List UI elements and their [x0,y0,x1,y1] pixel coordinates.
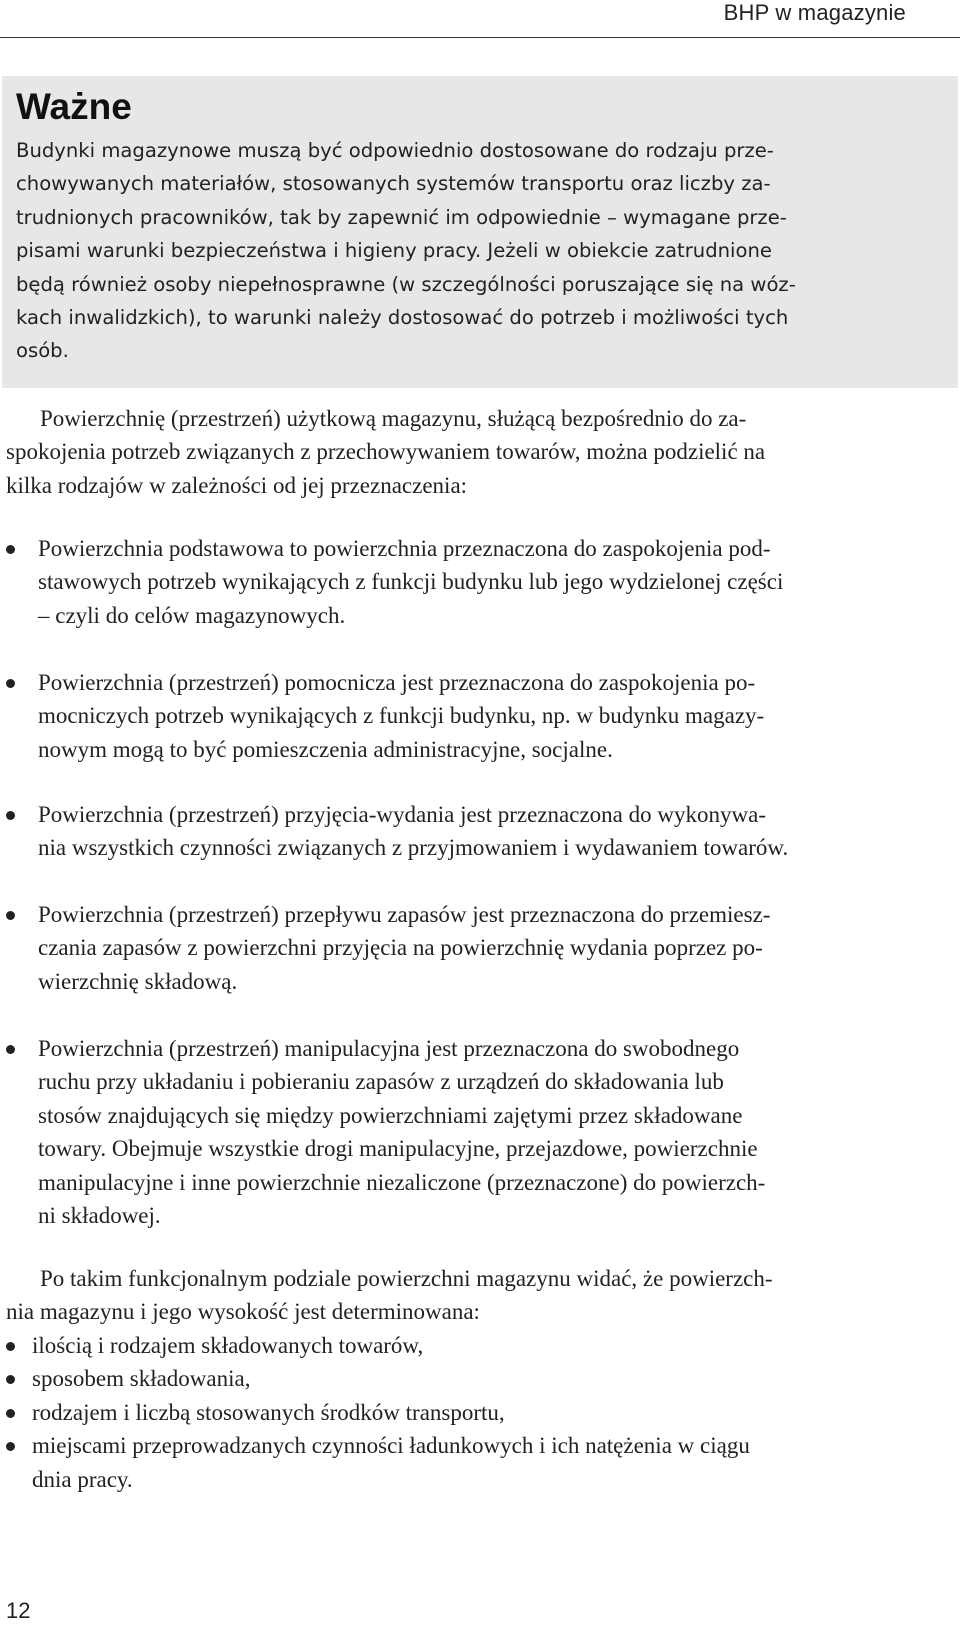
bullet-dot [6,545,15,554]
box-line: chowywanych materiałów, stosowanych systemów transportu oraz liczby za- [16,172,771,196]
bullet-dot [6,911,15,920]
list-item-text: ilością i rodzajem składowanych towarów, [32,1333,424,1358]
box-line: trudnionych pracowników, tak by zapewnić im odpowiednie – wymagane prze- [16,205,787,229]
bullet-line: Powierzchnia (przestrzeń) przyjęcia-wydania jest przeznaczona do wykonywa- [38,802,766,827]
bullet-item [6,898,956,998]
bullet-item [6,1032,956,1232]
bullet-line: stosów znajdujących się między powierzchniami zajętymi przez składowane [38,1102,743,1128]
determinants-list [6,1329,956,1496]
list-item-text: rodzajem i liczbą stosowanych środków transportu, [32,1399,505,1425]
bullet-line: nowym mogą to być pomieszczenia administracyjne, socjalne. [38,736,613,762]
page-number: 12 [6,1598,31,1623]
bullet-line: Powierzchnia (przestrzeń) pomocnicza jest przeznaczona do zaspokojenia po- [38,670,756,695]
important-box-heading: Ważne [16,86,132,127]
box-line: pisami warunki bezpieczeństwa i higieny pracy. Jeżeli w obiekcie zatrudnione [16,239,772,263]
bullet-line: ruchu przy układaniu i pobieraniu zapasów z urządzeń do składowania lub [38,1069,724,1095]
box-line: Budynki magazynowe muszą być odpowiednio dostosowane do rodzaju prze- [16,139,774,162]
list-item-text: sposobem składowania, [32,1366,251,1392]
bullet-dot [6,1409,15,1418]
important-box-text [16,134,954,368]
box-line: osób. [16,339,69,363]
bullet-item [6,532,956,632]
list-item [6,1429,956,1462]
bullet-dot [6,1442,15,1451]
bullet-item [6,666,956,766]
page-header [0,0,960,38]
bullet-dot [6,1342,15,1351]
bullet-dot [6,811,15,820]
list-item-continuation: dnia pracy. [32,1466,133,1492]
list-item [6,1329,956,1362]
bullet-line: Powierzchnia (przestrzeń) przepływu zapasów jest przeznaczona do przemiesz- [38,902,771,927]
important-box [2,76,958,388]
box-line: będą również osoby niepełnosprawne (w szczególności poruszające się na wóz- [16,272,796,296]
paragraph-line: Po takim funkcjonalnym podziale powierzchni magazynu widać, że powierzch- [40,1266,773,1291]
bullet-line: nia wszystkich czynności związanych z przyjmowaniem i wydawaniem towarów. [38,835,789,861]
list-item-text: miejscami przeprowadzanych czynności ładunkowych i ich natężenia w ciągu [32,1433,750,1459]
bullet-line: wierzchnię składową. [38,968,238,994]
bullet-line: – czyli do celów magazynowych. [38,602,346,628]
bullet-line: czania zapasów z powierzchni przyjęcia na powierzchnię wydania poprzez po- [38,935,763,961]
paragraph-line: kilka rodzajów w zależności od jej przeznaczenia: [6,472,468,498]
bullet-line: towary. Obejmuje wszystkie drogi manipulacyjne, przejazdowe, powierzchnie [38,1136,758,1162]
bullet-line: Powierzchnia podstawowa to powierzchnia przeznaczona do zaspokojenia pod- [38,536,771,561]
list-item [6,1396,956,1429]
bullet-line: stawowych potrzeb wynikających z funkcji budynku lub jego wydzielonej części [38,569,784,595]
paragraph-line: spokojenia potrzeb związanych z przechowywaniem towarów, można podzielić na [6,439,766,465]
bullet-line: mocniczych potrzeb wynikających z funkcji budynku, np. w budynku magazy- [38,703,765,729]
paragraph-line: nia magazynu i jego wysokość jest determinowana: [6,1299,480,1325]
conclusion-paragraph [6,1262,956,1329]
intro-paragraph [6,402,956,502]
bullet-item [6,798,956,865]
bullet-line: Powierzchnia (przestrzeń) manipulacyjna jest przeznaczona do swobodnego [38,1036,740,1061]
bullet-line: ni składowej. [38,1203,161,1229]
bullet-dot [6,679,15,688]
list-item [6,1362,956,1395]
paragraph-line: Powierzchnię (przestrzeń) użytkową magazynu, służącą bezpośrednio do za- [40,406,747,431]
running-header-title: BHP w magazynie [723,0,906,25]
bullet-dot [6,1045,15,1054]
bullet-dot [6,1375,15,1384]
bullet-line: manipulacyjne i inne powierzchnie niezaliczone (przeznaczone) do powierzch- [38,1169,766,1195]
box-line: kach inwalidzkich), to warunki należy dostosować do potrzeb i możliwości tych [16,306,789,330]
